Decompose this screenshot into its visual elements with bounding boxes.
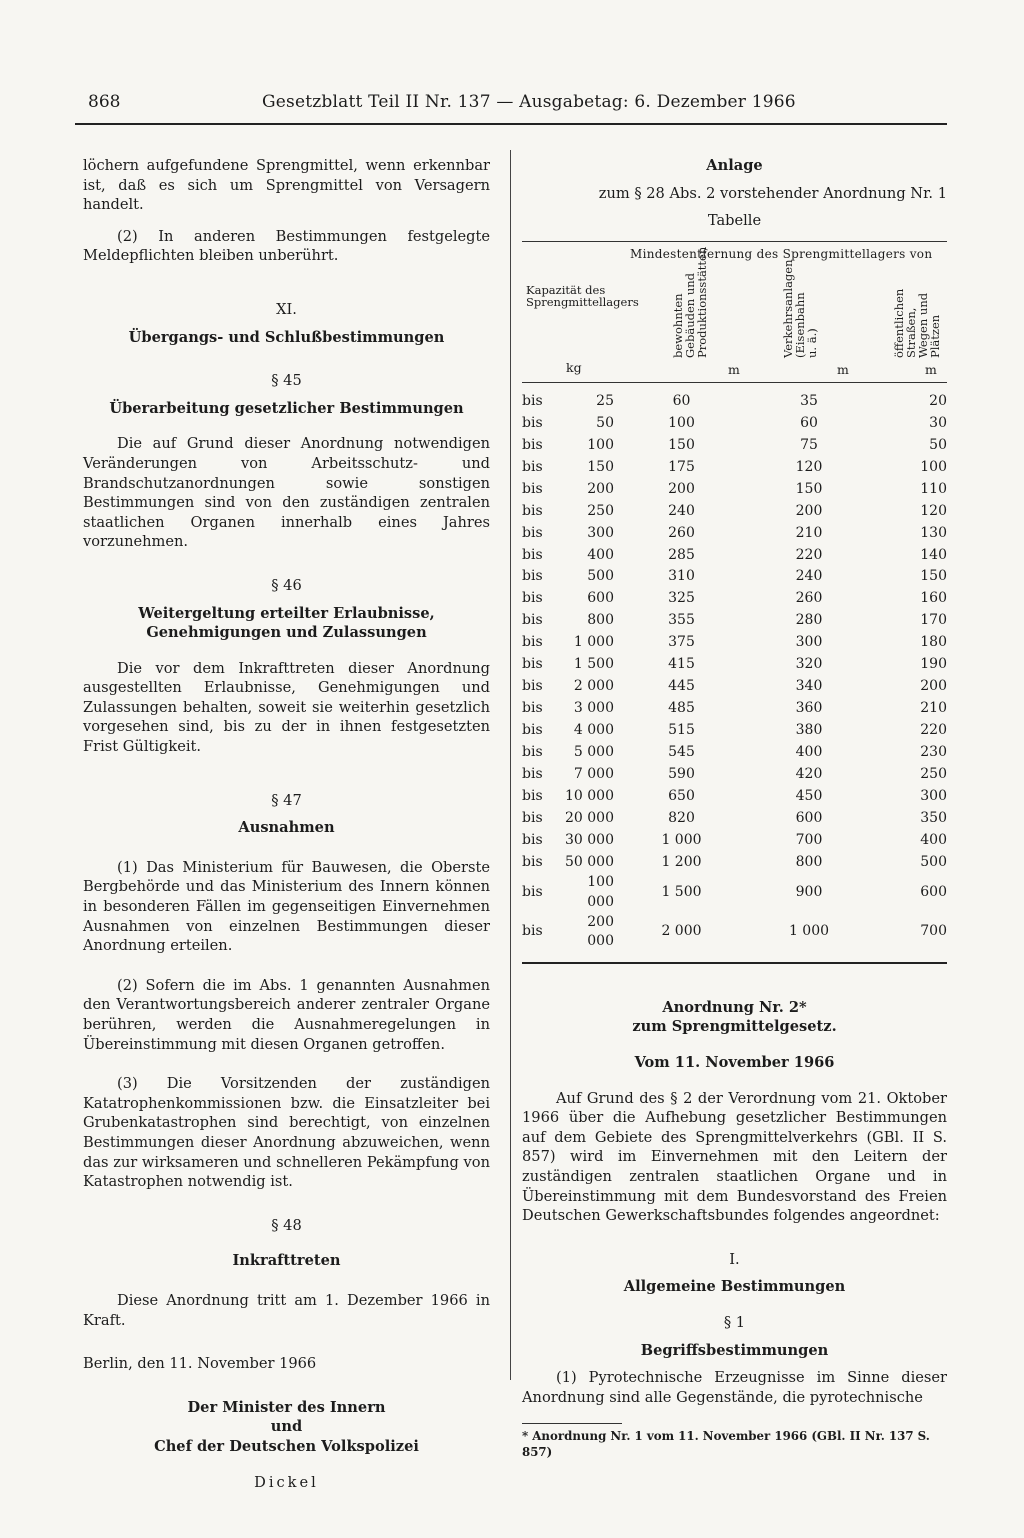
distance-traffic: 200 xyxy=(795,502,823,519)
distance-buildings: 590 xyxy=(668,765,695,782)
capacity-kg: 3 000 xyxy=(573,700,614,717)
capacity-kg: 200 xyxy=(587,480,614,497)
table-row xyxy=(522,808,947,830)
table-row xyxy=(522,676,947,698)
distance-roads: 350 xyxy=(920,809,947,826)
place-date: Berlin, den 11. November 1966 xyxy=(83,1355,317,1373)
capacity-kg: 200 000 xyxy=(587,913,614,950)
distance-roads: 120 xyxy=(920,502,947,519)
distance-traffic: 75 xyxy=(800,436,818,453)
capacity-kg: 5 000 xyxy=(573,743,614,760)
signature-line-1: Der Minister des Innern xyxy=(187,1398,386,1416)
distance-roads: 300 xyxy=(920,787,947,804)
table-row xyxy=(522,830,947,852)
distance-traffic: 600 xyxy=(795,809,823,826)
distance-buildings: 100 xyxy=(668,414,695,431)
distance-buildings: 175 xyxy=(668,458,695,475)
anordnung-date: Vom 11. November 1966 xyxy=(634,1053,835,1071)
capacity-kg: 20 000 xyxy=(565,809,614,826)
para-48-text: Diese Anordnung tritt am 1. Dezember 1966 in Kraft. xyxy=(83,1291,490,1329)
distance-roads: 180 xyxy=(920,634,947,651)
para-47-abs-3: (3) Die Vorsitzenden der zuständigen Katatrophenkommissionen bzw. die Einsatzleiter bei Grubenkatastrophen sind berechtigt, von einzelnen Bestimmungen dieser Anordnung abzuweichen, wenn das zur wirksameren und schnelleren Pekämpfung von Katastrophen notwendig ist. xyxy=(83,1075,490,1191)
distance-traffic: 800 xyxy=(795,853,823,870)
row-prefix: bis xyxy=(522,809,543,826)
table-row xyxy=(522,457,947,479)
distance-roads: 250 xyxy=(920,765,947,782)
header-unit-m-2: m xyxy=(837,361,849,377)
distance-buildings: 60 xyxy=(672,392,691,409)
distance-roads: 500 xyxy=(920,853,947,870)
page-number: 868 xyxy=(88,92,121,112)
capacity-kg: 7 000 xyxy=(573,765,614,782)
distance-traffic: 280 xyxy=(795,612,823,629)
distance-traffic: 220 xyxy=(795,546,823,563)
distance-roads: 30 xyxy=(929,414,947,431)
table-row xyxy=(522,413,947,435)
row-prefix: bis xyxy=(522,502,543,519)
distance-traffic: 1 000 xyxy=(788,923,830,940)
capacity-kg: 2 000 xyxy=(573,678,614,695)
anordnung-subtitle: zum Sprengmittelgesetz. xyxy=(632,1018,837,1036)
table-row xyxy=(522,742,947,764)
para-47-title: Ausnahmen xyxy=(238,819,335,837)
capacity-kg: 300 xyxy=(587,524,614,541)
row-prefix: bis xyxy=(522,414,543,431)
distance-traffic: 120 xyxy=(795,458,823,475)
distance-traffic: 300 xyxy=(795,634,823,651)
footnote-rule xyxy=(522,1423,622,1424)
section-title: Übergangs- und Schlußbestimmungen xyxy=(128,328,445,346)
capacity-kg: 50 000 xyxy=(565,853,614,870)
distance-roads: 600 xyxy=(920,884,947,901)
table-row xyxy=(522,479,947,501)
distance-buildings: 150 xyxy=(668,436,695,453)
header-unit-kg: kg xyxy=(566,359,582,375)
distance-traffic: 900 xyxy=(795,884,823,901)
distance-traffic: 320 xyxy=(795,656,823,673)
signature-line-2: und xyxy=(270,1418,303,1436)
distance-buildings: 820 xyxy=(668,809,695,826)
para-46-number: § 46 xyxy=(271,576,302,594)
table-header xyxy=(522,242,947,382)
row-prefix: bis xyxy=(522,546,543,563)
capacity-kg: 25 xyxy=(596,392,614,409)
anlage-reference: zum § 28 Abs. 2 vorstehender Anordnung Nr. 1 xyxy=(598,184,947,202)
distance-roads: 140 xyxy=(920,546,947,563)
table-row xyxy=(522,391,947,413)
section-number-i: I. xyxy=(729,1250,740,1268)
paragraph-meldepflichten: (2) In anderen Bestimmungen festgelegte Meldepflichten bleiben unberührt. xyxy=(83,227,490,265)
signatory-name: Dickel xyxy=(254,1473,319,1491)
distance-buildings: 355 xyxy=(668,612,695,629)
distance-roads: 130 xyxy=(920,524,947,541)
para-47-abs-1: (1) Das Ministerium für Bauwesen, die Oberste Bergbehörde und das Ministerium des Innern können in besonderen Fällen im gegenseitigen Einvernehmen Ausnahmen von einzelnen Bestimmungen dieser Anordnung erteilen. xyxy=(83,858,490,955)
distance-traffic: 360 xyxy=(795,700,823,717)
distance-roads: 220 xyxy=(920,722,947,739)
anlage-title: Anlage xyxy=(706,157,763,174)
anordnung-title: Anordnung Nr. 2* xyxy=(662,998,807,1016)
capacity-kg: 400 xyxy=(587,546,614,563)
capacity-kg: 4 000 xyxy=(573,722,614,739)
capacity-kg: 600 xyxy=(587,590,614,607)
section-number: XI. xyxy=(276,300,297,318)
table-bottom-rule xyxy=(522,962,947,964)
distance-buildings: 2 000 xyxy=(661,923,702,940)
distance-roads: 20 xyxy=(929,392,947,409)
paragraph-continued: löchern aufgefundene Sprengmittel, wenn erkennbar ist, daß es sich um Sprengmittel von Versagern handelt. xyxy=(83,157,490,214)
header-col-verkehrsanlagen: Verkehrsanlagen (Eisenbahn u. ä.) xyxy=(781,259,819,358)
distance-roads: 50 xyxy=(929,436,947,453)
distance-traffic: 340 xyxy=(795,678,823,695)
table-row xyxy=(522,544,947,566)
distance-traffic: 60 xyxy=(800,414,818,431)
distance-buildings: 200 xyxy=(668,480,695,497)
distance-roads: 200 xyxy=(920,678,947,695)
header-unit-m-3: m xyxy=(925,361,937,377)
distance-roads: 110 xyxy=(920,480,947,497)
para-45-text: Die auf Grund dieser Anordnung notwendigen Veränderungen von Arbeitsschutz- und Brandschutzanordnungen sowie sonstigen Bestimmungen sind von den zuständigen zentralen staatlichen Organen innerhalb eines Jahres vorzunehmen. xyxy=(83,435,490,551)
capacity-kg: 100 xyxy=(587,436,614,453)
capacity-kg: 100 000 xyxy=(587,874,614,910)
row-prefix: bis xyxy=(522,884,543,901)
row-prefix: bis xyxy=(522,700,543,717)
capacity-kg: 10 000 xyxy=(565,787,614,804)
distance-traffic: 380 xyxy=(795,722,823,739)
para-47-abs-2: (2) Sofern die im Abs. 1 genannten Ausnahmen den Verantwortungsbereich anderer zentraler Organe berühren, werden die Ausnahmeregelungen in Übereinstimmung mit diesen Organen getroffen. xyxy=(83,976,490,1053)
distance-traffic: 240 xyxy=(795,568,823,585)
distance-traffic: 400 xyxy=(795,743,823,760)
header-col-strassen: öffentlichen Straßen, Wegen und Plätzen xyxy=(892,288,942,358)
table-row xyxy=(522,500,947,522)
row-prefix: bis xyxy=(522,612,543,629)
table-row xyxy=(522,610,947,632)
distance-buildings: 545 xyxy=(668,743,695,760)
distance-roads: 210 xyxy=(920,700,947,717)
capacity-kg: 1 000 xyxy=(573,634,614,651)
table-row xyxy=(522,566,947,588)
para-46-title: Weitergeltung erteilter Erlaubnisse, Genehmigungen und Zulassungen xyxy=(138,604,435,642)
distance-traffic: 35 xyxy=(800,392,818,409)
row-prefix: bis xyxy=(522,524,543,541)
distance-traffic: 700 xyxy=(795,831,823,848)
distance-buildings: 310 xyxy=(668,568,695,585)
row-prefix: bis xyxy=(522,853,543,870)
table-header-rule xyxy=(522,382,947,383)
distance-buildings: 1 500 xyxy=(661,884,702,901)
para-1-text: (1) Pyrotechnische Erzeugnisse im Sinne dieser Anordnung sind alle Gegenstände, die pyrotechnische xyxy=(522,1369,947,1406)
table-row xyxy=(522,851,947,873)
header-unit-m-1: m xyxy=(728,361,740,377)
distance-roads: 160 xyxy=(920,590,947,607)
distance-buildings: 375 xyxy=(668,634,695,651)
distance-buildings: 260 xyxy=(668,524,695,541)
table-row xyxy=(522,435,947,457)
distance-buildings: 445 xyxy=(668,678,695,695)
distance-traffic: 450 xyxy=(795,787,823,804)
distance-buildings: 650 xyxy=(668,787,695,804)
row-prefix: bis xyxy=(522,787,543,804)
capacity-kg: 1 500 xyxy=(573,656,614,673)
capacity-kg: 800 xyxy=(587,612,614,629)
capacity-kg: 150 xyxy=(587,458,614,475)
distance-buildings: 485 xyxy=(668,700,695,717)
header-mindestentfernung: Mindestentfernung des Sprengmittellagers von xyxy=(630,246,933,261)
table-row xyxy=(522,698,947,720)
anordnung-intro: Auf Grund des § 2 der Verordnung vom 21. Oktober 1966 über die Aufhebung gesetzlicher Bestimmungen auf dem Gebiete des Sprengmittelverkehrs (GBl. II S. 857) wird im Einvernehmen mit den Leitern der zuständigen zentralen staatlichen Organe und in Übereinstimmung mit dem Bundesvorstand des Freien Deutschen Gewerkschaftsbundes folgendes angeordnet: xyxy=(522,1089,947,1225)
left-column xyxy=(83,156,490,1492)
row-prefix: bis xyxy=(522,480,543,497)
distance-traffic: 420 xyxy=(795,765,823,782)
signature-line-3: Chef der Deutschen Volkspolizei xyxy=(154,1437,419,1455)
table-row xyxy=(522,632,947,654)
row-prefix: bis xyxy=(522,678,543,695)
table-row xyxy=(522,764,947,786)
para-46-text: Die vor dem Inkrafttreten dieser Anordnung ausgestellten Erlaubnisse, Genehmigungen und Zulassungen behalten, soweit sie weiterhin gesetzlich vorgesehen sind, bis zu der in ihnen festgesetzten Frist Gültigkeit. xyxy=(83,659,490,756)
header-rule xyxy=(75,123,947,125)
para-47-number: § 47 xyxy=(271,791,302,809)
row-prefix: bis xyxy=(522,722,543,739)
distance-roads: 100 xyxy=(920,458,947,475)
distance-roads: 190 xyxy=(920,656,947,673)
tabelle-label: Tabelle xyxy=(707,212,762,230)
header-kapazitaet: Kapazität des Sprengmittellagers xyxy=(526,282,639,309)
para-48-title: Inkrafttreten xyxy=(232,1252,341,1270)
table-row xyxy=(522,720,947,742)
column-divider xyxy=(510,150,511,1380)
row-prefix: bis xyxy=(522,436,543,453)
distance-roads: 400 xyxy=(920,831,947,848)
row-prefix: bis xyxy=(522,923,543,940)
table-row xyxy=(522,786,947,808)
table-row xyxy=(522,873,947,912)
row-prefix: bis xyxy=(522,743,543,760)
table-row xyxy=(522,654,947,676)
table-row xyxy=(522,913,947,952)
distance-buildings: 515 xyxy=(668,722,695,739)
para-45-title: Überarbeitung gesetzlicher Bestimmungen xyxy=(109,399,464,417)
distance-buildings: 285 xyxy=(668,546,695,563)
distance-buildings: 415 xyxy=(668,656,695,673)
row-prefix: bis xyxy=(522,590,543,607)
para-1-number: § 1 xyxy=(723,1313,746,1331)
row-prefix: bis xyxy=(522,765,543,782)
capacity-kg: 500 xyxy=(587,568,614,585)
row-prefix: bis xyxy=(522,831,543,848)
distance-traffic: 260 xyxy=(795,590,823,607)
capacity-kg: 250 xyxy=(587,502,614,519)
distance-traffic: 210 xyxy=(795,524,823,541)
distance-table xyxy=(522,391,947,952)
distance-roads: 700 xyxy=(920,923,947,940)
row-prefix: bis xyxy=(522,634,543,651)
distance-buildings: 1 200 xyxy=(661,853,702,870)
row-prefix: bis xyxy=(522,568,543,585)
section-title-allgemein: Allgemeine Bestimmungen xyxy=(623,1278,846,1296)
table-row xyxy=(522,588,947,610)
para-1-title: Begriffsbestimmungen xyxy=(640,1341,829,1359)
right-column xyxy=(522,156,947,1460)
distance-buildings: 1 000 xyxy=(661,831,702,848)
para-48-number: § 48 xyxy=(271,1216,302,1234)
distance-traffic: 150 xyxy=(795,480,823,497)
distance-buildings: 240 xyxy=(668,502,695,519)
footnote: * Anordnung Nr. 1 vom 11. November 1966 (GBl. II Nr. 137 S. 857) xyxy=(522,1429,930,1460)
row-prefix: bis xyxy=(522,656,543,673)
running-head: Gesetzblatt Teil II Nr. 137 — Ausgabetag: 6. Dezember 1966 xyxy=(262,92,796,112)
capacity-kg: 30 000 xyxy=(565,831,614,848)
row-prefix: bis xyxy=(522,458,543,475)
distance-roads: 150 xyxy=(920,568,947,585)
distance-roads: 230 xyxy=(920,743,947,760)
distance-buildings: 325 xyxy=(668,590,695,607)
distance-roads: 170 xyxy=(920,612,947,629)
para-45-number: § 45 xyxy=(271,372,302,390)
header-col-gebaeude: bewohnten Gebäuden und Produktionsstätten xyxy=(671,246,709,358)
table-row xyxy=(522,522,947,544)
capacity-kg: 50 xyxy=(596,414,614,431)
row-prefix: bis xyxy=(522,392,543,409)
